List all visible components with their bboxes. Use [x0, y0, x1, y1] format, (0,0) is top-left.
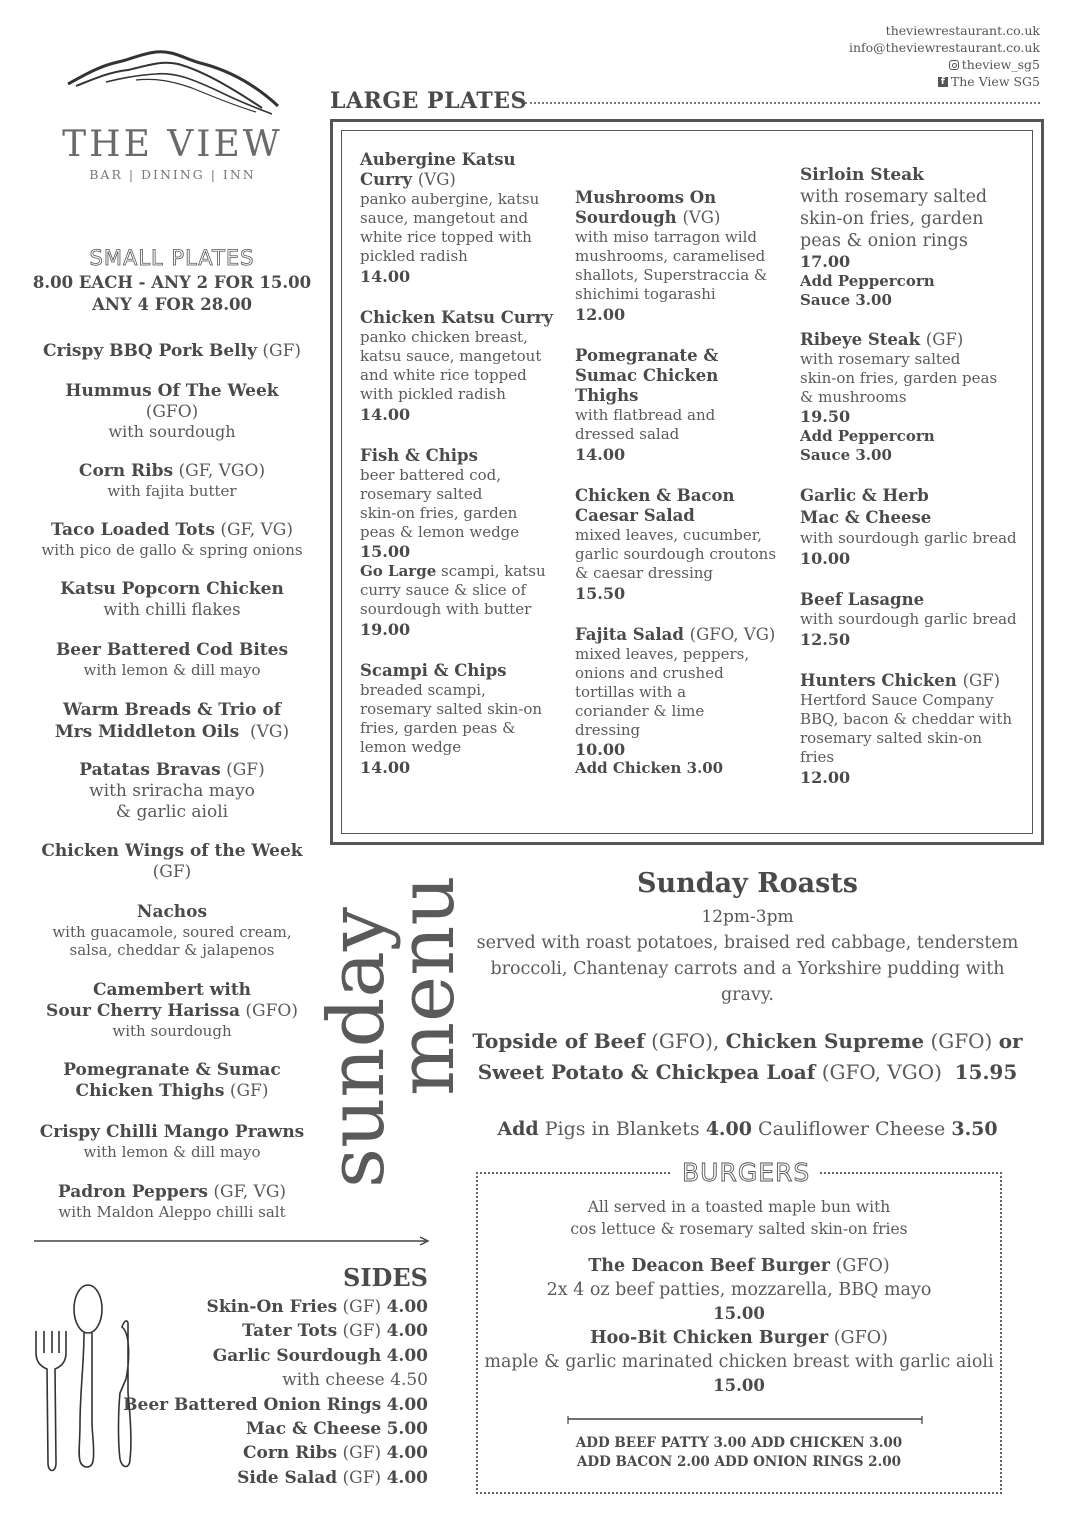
contact-block: [849, 22, 1040, 90]
burgers-title: BURGERS: [682, 1158, 811, 1187]
large-plates-column-2: [575, 188, 785, 798]
list-item: Mac & Cheese 5.00: [245, 1419, 428, 1440]
brand-tagline: BAR | DINING | INN: [89, 167, 256, 182]
burger-price: 15.00: [713, 1376, 765, 1395]
large-plates-column-1: [360, 150, 560, 799]
list-item: Chicken Katsu Curry panko chicken breast, katsu sauce, mangetout and white rice topped with pickled radish 14.00: [360, 308, 553, 424]
dotted-divider: [525, 102, 1040, 104]
small-plates-section: [24, 246, 320, 1221]
burgers-title-wrap: [672, 1158, 820, 1187]
list-item: Mushrooms On Sourdough (VG) with miso tarragon wild mushrooms, caramelised shallots, Superstraccia & shichimi togarashi 12.00: [575, 188, 768, 324]
burger-divider: [566, 1416, 924, 1426]
list-item: Skin-On Fries (GF) 4.00: [206, 1297, 428, 1317]
menu-vertical-label: menu: [382, 875, 472, 1096]
list-item: Side Salad (GF) 4.00: [237, 1467, 428, 1488]
list-item: The Deacon Beef Burger (GFO): [588, 1256, 890, 1276]
list-item: Tater Tots (GF) 4.00: [242, 1321, 428, 1342]
list-item: Garlic Sourdough 4.00: [212, 1345, 428, 1366]
burger-desc: maple & garlic marinated chicken breast with garlic aioli: [484, 1352, 994, 1372]
website-text[interactable]: theviewrestaurant.co.uk: [885, 23, 1040, 38]
burgers-content: [478, 1196, 1000, 1472]
sunday-roasts-addons: Add Pigs in Blankets 4.00 Cauliflower Cheese 3.50: [497, 1118, 998, 1140]
list-item: Patatas Bravas (GF) with sriracha mayo & garlic aioli: [79, 760, 265, 822]
sides-arrow-divider: [34, 1234, 430, 1248]
facebook-handle: The View SG5: [950, 74, 1040, 89]
list-item: Nachos with guacamole, soured cream, salsa, cheddar & jalapenos: [52, 902, 292, 959]
sunday-roasts-mains: Topside of Beef (GFO), Chicken Supreme (GFO) or Sweet Potato & Chickpea Loaf (GFO, VGO) 15.95: [472, 1029, 1023, 1084]
list-item: Warm Breads & Trio of Mrs Middleton Oils (VG): [54, 700, 290, 742]
list-item: Crispy Chilli Mango Prawns with lemon & dill mayo: [39, 1122, 305, 1161]
sides-list: [123, 1295, 428, 1490]
list-item: Fish & Chips beer battered cod, rosemary salted skin-on fries, garden peas & lemon wedge 15.00 Go Large scampi, katsu curry sauce & slice of sourdough with butter 19.00: [360, 446, 546, 639]
facebook-row[interactable]: [849, 73, 1040, 90]
list-item: Corn Ribs (GF) 4.00: [242, 1443, 428, 1464]
burger-addons-1: ADD BEEF PATTY 3.00 ADD CHICKEN 3.00: [575, 1435, 903, 1451]
small-plates-pricing-2: ANY 4 FOR 28.00: [92, 295, 252, 314]
instagram-handle: theview_sg5: [961, 57, 1040, 72]
list-item: with cheese 4.50: [282, 1370, 428, 1391]
sunday-vertical-label: sunday: [312, 907, 402, 1188]
email-text[interactable]: info@theviewrestaurant.co.uk: [848, 40, 1040, 55]
list-item: Taco Loaded Tots (GF, VG) with pico de gallo & spring onions: [41, 520, 303, 559]
burger-desc: 2x 4 oz beef patties, mozzarella, BBQ mayo: [546, 1280, 932, 1300]
list-item: Beef Lasagne with sourdough garlic bread 12.50: [800, 590, 1017, 649]
list-item: Sirloin Steak with rosemary salted skin-on fries, garden peas & onion rings 17.00 Add Peppercorn Sauce 3.00: [800, 165, 988, 309]
burger-addons-2: ADD BACON 2.00 ADD ONION RINGS 2.00: [576, 1454, 902, 1470]
facebook-icon: f: [938, 77, 948, 87]
burger-price: 15.00: [713, 1304, 765, 1323]
small-plates-title: SMALL PLATES: [89, 246, 255, 270]
list-item: Fajita Salad (GFO, VG) mixed leaves, peppers, onions and crushed tortillas with a coriander & lime dressing 10.00 Add Chicken 3.00: [575, 625, 776, 777]
list-item: Padron Peppers (GF, VG) with Maldon Aleppo chilli salt: [57, 1182, 287, 1221]
list-item: Katsu Popcorn Chicken with chilli flakes: [60, 579, 284, 619]
list-item: Pomegranate & Sumac Chicken Thighs with flatbread and dressed salad 14.00: [575, 346, 719, 464]
list-item: Beer Battered Onion Rings 4.00: [123, 1394, 428, 1415]
list-item: Beer Battered Cod Bites with lemon & dill mayo: [55, 640, 289, 679]
list-item: Pomegranate & Sumac Chicken Thighs (GF): [63, 1060, 281, 1101]
list-item: Chicken & Bacon Caesar Salad mixed leaves, cucumber, garlic sourdough croutons & caesar dressing 15.50: [575, 486, 777, 603]
list-item: Chicken Wings of the Week (GF): [41, 841, 303, 882]
mountain-logo-icon: [66, 48, 280, 118]
sunday-roasts-description: served with roast potatoes, braised red cabbage, tenderstem broccoli, Chantenay carrots and a Yorkshire pudding with gravy.: [476, 933, 1019, 1005]
sunday-roasts-section: [470, 866, 1025, 1142]
list-item: Ribeye Steak (GF) with rosemary salted skin-on fries, garden peas & mushrooms 19.50 Add Peppercorn Sauce 3.00: [800, 330, 998, 464]
sunday-roasts-time: 12pm-3pm: [701, 907, 794, 927]
large-plates-column-3: [800, 164, 1025, 809]
list-item: Hummus Of The Week (GFO) with sourdough: [65, 381, 279, 441]
list-item: Aubergine Katsu Curry (VG) panko aubergine, katsu sauce, mangetout and white rice topped with pickled radish 14.00: [360, 150, 540, 286]
brand-name: THE VIEW: [62, 124, 283, 165]
small-plates-pricing-1: 8.00 EACH - ANY 2 FOR 15.00: [32, 273, 312, 292]
list-item: Scampi & Chips breaded scampi, rosemary salted skin-on fries, garden peas & lemon wedge 14.00: [360, 661, 543, 777]
instagram-icon: [949, 60, 959, 70]
burgers-intro-2: cos lettuce & rosemary salted skin-on fries: [570, 1220, 908, 1238]
list-item: Hunters Chicken (GF) Hertford Sauce Company BBQ, bacon & cheddar with rosemary salted skin-on fries 12.00: [800, 671, 1013, 787]
instagram-row[interactable]: [849, 56, 1040, 73]
large-plates-title: LARGE PLATES: [330, 88, 527, 114]
list-item: Garlic & Herb Mac & Cheese with sourdough garlic bread 10.00: [800, 486, 1017, 568]
list-item: Corn Ribs (GF, VGO) with fajita butter: [78, 461, 266, 500]
list-item: Crispy BBQ Pork Belly (GF): [42, 341, 301, 361]
sides-title: SIDES: [343, 1263, 428, 1292]
list-item: Hoo-Bit Chicken Burger (GFO): [590, 1328, 888, 1348]
list-item: Camembert with Sour Cherry Harissa (GFO) with sourdough: [46, 980, 298, 1040]
sunday-roasts-title: Sunday Roasts: [636, 868, 859, 899]
burgers-intro-1: All served in a toasted maple bun with: [587, 1198, 891, 1216]
cutlery-icon: [30, 1283, 150, 1483]
